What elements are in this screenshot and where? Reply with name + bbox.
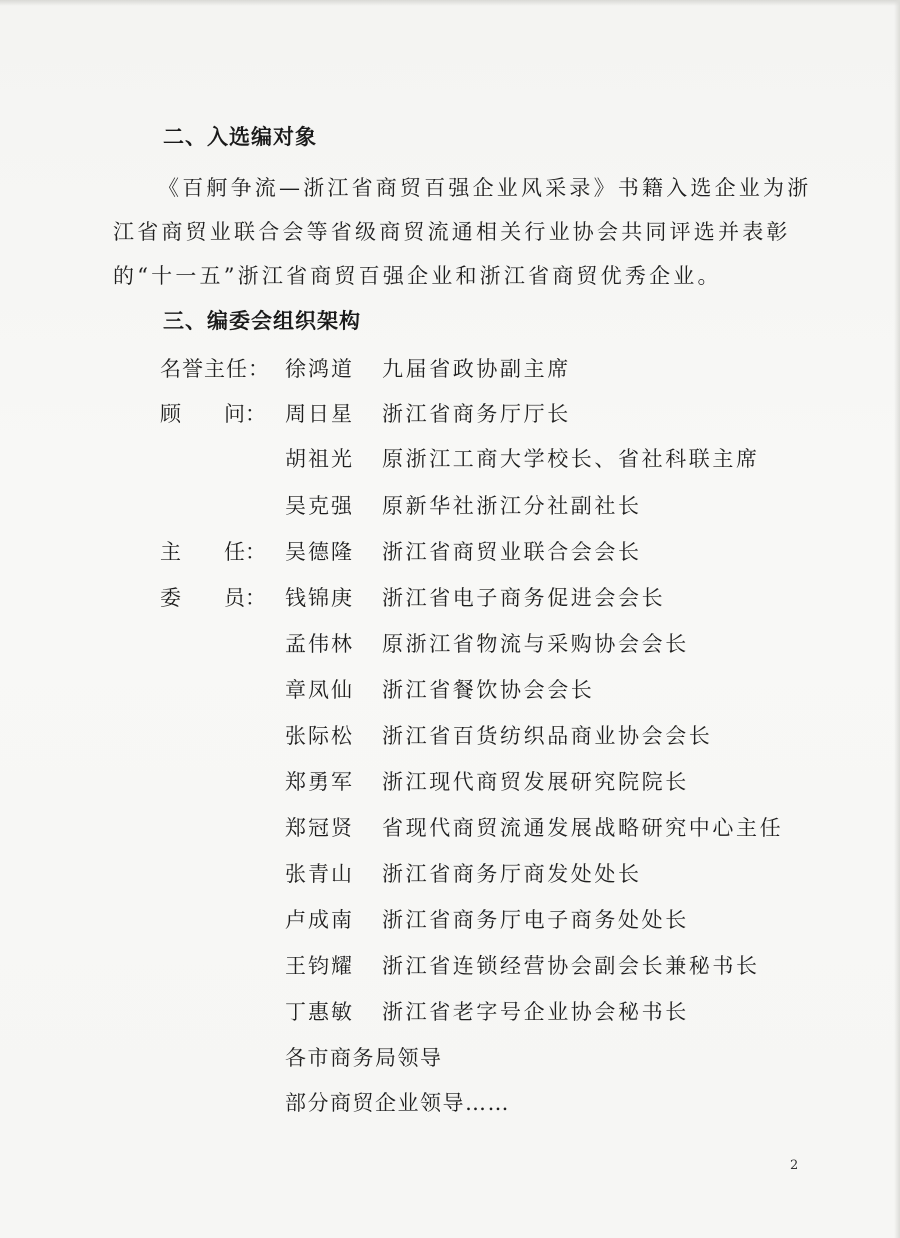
member-name: 章凤仙 (285, 678, 354, 702)
extra-line-text: 各市商务局领导 (285, 1046, 443, 1070)
member-role-char: 顾 (160, 402, 181, 426)
member-title: 原浙江省物流与采购协会会长 (382, 632, 689, 656)
member-name: 郑冠贤 (285, 816, 354, 840)
member-name: 王钧耀 (285, 954, 354, 978)
member-title: 原浙江工商大学校长、省社科联主席 (382, 447, 760, 471)
member-title: 浙江省商务厅商发处处长 (382, 862, 642, 886)
member-name: 张青山 (285, 862, 354, 886)
member-name: 吴德隆 (285, 540, 354, 564)
member-title: 浙江省商务厅厅长 (382, 402, 571, 426)
member-role-char: 问： (224, 402, 266, 426)
member-name: 卢成南 (285, 908, 354, 932)
member-name: 孟伟林 (285, 632, 354, 656)
member-name: 徐鸿道 (285, 357, 354, 381)
member-title: 省现代商贸流通发展战略研究中心主任 (382, 816, 784, 840)
section-2-heading: 二、入选编对象 (163, 125, 317, 149)
member-role-char: 委 (160, 586, 181, 610)
member-name: 郑勇军 (285, 770, 354, 794)
member-name: 钱锦庚 (285, 586, 354, 610)
member-title: 浙江现代商贸发展研究院院长 (382, 770, 689, 794)
member-title: 原新华社浙江分社副社长 (382, 494, 642, 518)
section-2-paragraph-line-1: 《百舸争流—浙江省商贸百强企业风采录》书籍入选企业为浙 (158, 176, 812, 200)
member-name: 丁惠敏 (285, 1000, 354, 1024)
member-role-char: 主 (160, 540, 181, 564)
member-role-char: 员： (224, 586, 266, 610)
member-name: 吴克强 (285, 494, 354, 518)
page-number: 2 (790, 1158, 799, 1173)
member-role-char: 任： (224, 540, 266, 564)
member-title: 浙江省商务厅电子商务处处长 (382, 908, 689, 932)
member-title: 浙江省百货纺织品商业协会会长 (382, 724, 713, 748)
section-2-paragraph-line-2: 江省商贸业联合会等省级商贸流通相关行业协会共同评选并表彰 (113, 220, 791, 244)
scan-edge-right (894, 0, 900, 1238)
member-title: 浙江省商贸业联合会会长 (382, 540, 642, 564)
member-role: 名誉主任： (160, 357, 270, 381)
member-title: 浙江省电子商务促进会会长 (382, 586, 666, 610)
member-name: 张际松 (285, 724, 354, 748)
section-3-heading: 三、编委会组织架构 (163, 309, 361, 333)
section-2-paragraph-line-3: 的“十一五”浙江省商贸百强企业和浙江省商贸优秀企业。 (113, 264, 722, 288)
scan-edge-top (0, 0, 900, 6)
member-name: 周日星 (285, 402, 354, 426)
member-title: 浙江省老字号企业协会秘书长 (382, 1000, 689, 1024)
member-title: 九届省政协副主席 (382, 357, 571, 381)
extra-line-text: 部分商贸企业领导…… (285, 1091, 510, 1115)
member-title: 浙江省餐饮协会会长 (382, 678, 595, 702)
member-title: 浙江省连锁经营协会副会长兼秘书长 (382, 954, 760, 978)
member-name: 胡祖光 (285, 447, 354, 471)
